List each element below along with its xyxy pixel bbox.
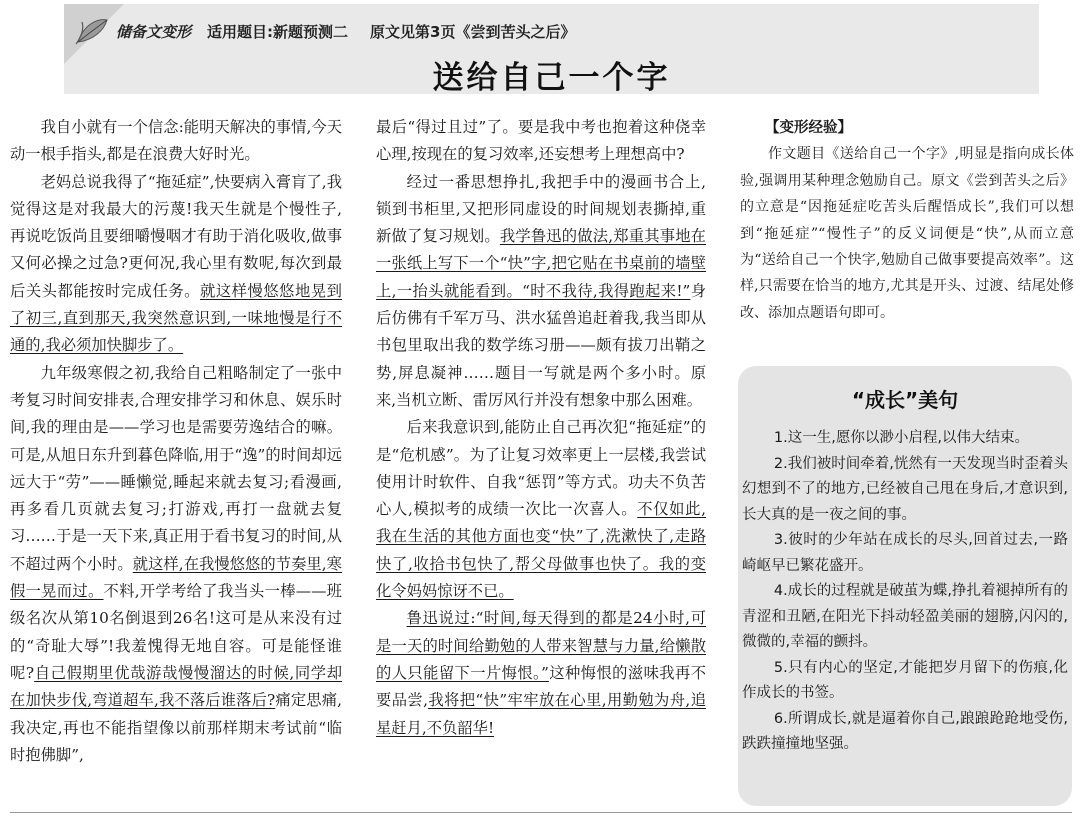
text-segment: 老妈总说我得了“拖延症”,快要病入膏肓了,我觉得这是对我最大的污蔑!我天生就是个慢性子,再说吃饭尚且要细嚼慢咽才有助于消化吸收,做事又何必操之过急?更何况,我心里有数呢,每次到最后关头都能按时完成任务。 (10, 172, 342, 300)
text-segment: 不料,开学考给了我当头一棒——班级名次从第10名倒退到26名!这可是从来没有过的“奇耻大辱”!我羞愧得无地自容。可是能怪谁呢? (10, 582, 342, 682)
source-label: 原文见第3页《尝到苦头之后》 (370, 22, 576, 41)
sentences-list (742, 426, 1068, 758)
text-segment: 这种悔恨的滋味我再不要品尝, (376, 663, 706, 710)
text-segment: 痛定思痛,我决定,再也不能指望像以前那样期末考试前“临时抱佛脚”, (10, 691, 342, 764)
sentence-item: 5.只有内心的坚定,才能把岁月留下的伤痕,化作成长的书签。 (742, 659, 1068, 701)
sentence-item: 4.成长的过程就是破茧为蝶,挣扎着褪掉所有的青涩和丑陋,在阳光下抖动轻盈美丽的翅膀,闪闪的,微微的,幸福的颤抖。 (742, 583, 1068, 650)
essay-paragraph (10, 114, 342, 169)
sentence-item: 2.我们被时间牵着,恍然有一天发现当时歪着头幻想到不了的地方,已经被自己甩在身后,才意识到,长大真的是一夜之间的事。 (742, 455, 1068, 523)
sentence-item: 3.彼时的少年站在成长的尽头,回首过去,一路崎岖早已繁花盛开。 (742, 532, 1068, 574)
leaf-icon (74, 16, 110, 46)
underlined-sentence: 就这样慢悠悠地晃到了初三,直到那天,我突然意识到,一味地慢是行不通的,我必须加快脚步了。 (10, 281, 342, 355)
section-tag: 储备文变形 (116, 22, 192, 41)
essay-paragraph (376, 169, 706, 415)
experience-heading: 【变形经验】 (765, 120, 852, 136)
underlined-sentence: 自己假期里优哉游哉慢慢溜达的时候,同学却在加快步伐,弯道超车,我不落后谁落后? (10, 663, 342, 710)
text-segment: 我自小就有一个信念:能明天解决的事情,今天动一根手指头,都是在浪费大好时光。 (10, 118, 342, 164)
header-info-line (74, 16, 575, 46)
experience-text: 作文题目《送给自己一个字》,明显是指向成长体验,强调用某种理念勉励自己。原文《尝到苦头之后》的立意是“因拖延症吃苦头后醒悟成长”,我们可以想到“拖延症”“慢性子”的反义词便是“快”,从而立意为“送给自己一个快字,勉励自己做事要提高效率”。这样,只需要在恰当的地方,尤其是开头、过渡、结尾处修改、添加点题语句即可。 (740, 146, 1074, 321)
text-segment: 身后仿佛有千军万马、洪水猛兽追赶着我,我当即从书包里取出我的数学练习册——颇有拔刀出鞘之势,屏息凝神……题目一写就是两个多小时。原来,当机立断、雷厉风行并没有想象中那么困难。 (376, 281, 706, 409)
essay-column-2 (376, 114, 706, 742)
sentence-item: 6.所谓成长,就是逼着你自己,踉踉跄跄地受伤,跌跌撞撞地坚强。 (742, 710, 1068, 752)
essay-paragraph (376, 605, 706, 741)
underlined-sentence: 我将把“快”牢牢放在心里,用勤勉为舟,追星赶月,不负韶华! (376, 691, 706, 737)
article-title: 送给自己一个字 (432, 60, 671, 96)
header-banner (64, 4, 1039, 94)
text-segment: 后来我意识到,能防止自己再次犯“拖延症”的是“危机感”。为了让复习效率更上一层楼,我尝试使用计时软件、自我“惩罚”等方式。功夫不负苦心人,模拟考的成绩一次比一次喜人。 (376, 418, 706, 519)
essay-column-1 (10, 114, 342, 769)
text-segment: 经过一番思想挣扎,我把手中的漫画书合上,锁到书柜里,又把形同虚设的时间规划表撕掉,重新做了复习规划。 (376, 172, 706, 246)
bottom-divider (10, 812, 1072, 813)
essay-paragraph (376, 114, 706, 169)
sentence-item: 1.这一生,愿你以渺小启程,以伟大结束。 (773, 430, 1029, 446)
essay-paragraph (10, 360, 342, 769)
text-segment: 最后“得过且过”了。要是我中考也抱着这种侥幸心理,按现在的复习效率,还妄想考上理想高中? (376, 118, 706, 164)
essay-paragraph (376, 414, 706, 605)
underlined-sentence: 鲁迅说过:“时间,每天得到的都是24小时,可是一天的时间给勤勉的人带来智慧与力量,给懒散的人只能留下一片悔恨。” (376, 609, 706, 682)
experience-section (740, 115, 1074, 326)
sentences-title: “成长”美句 (851, 388, 959, 412)
underlined-sentence: 就这样,在我慢悠悠的节奏里,寒假一晃而过。 (10, 554, 342, 601)
sentences-box (738, 366, 1072, 806)
underlined-sentence: 我学鲁迅的做法,郑重其事地在一张纸上写下一个“快”字,把它贴在书桌前的墙壁上,一抬头就能看到。“时不我待,我得跑起来!” (376, 227, 706, 300)
topic-label: 适用题目:新题预测二 (207, 22, 349, 41)
underlined-sentence: 不仅如此,我在生活的其他方面也变“快”了,洗漱快了,走路快了,收拾书包快了,帮父母做事也快了。我的变化令妈妈惊讶不已。 (376, 500, 706, 601)
essay-paragraph (10, 169, 342, 360)
text-segment: 九年级寒假之初,我给自己粗略制定了一张中考复习时间安排表,合理安排学习和休息、娱乐时间,我的理由是——学习也是需要劳逸结合的嘛。可是,从旭日东升到暮色降临,用于“逸”的时间却远远大于“劳”——睡懒觉,睡起来就去复习;看漫画,再多看几页就去复习;打游戏,再打一盘就去复习……于是一天下来,真正用于看书复习的时间,从不超过两个小时。 (10, 363, 342, 573)
